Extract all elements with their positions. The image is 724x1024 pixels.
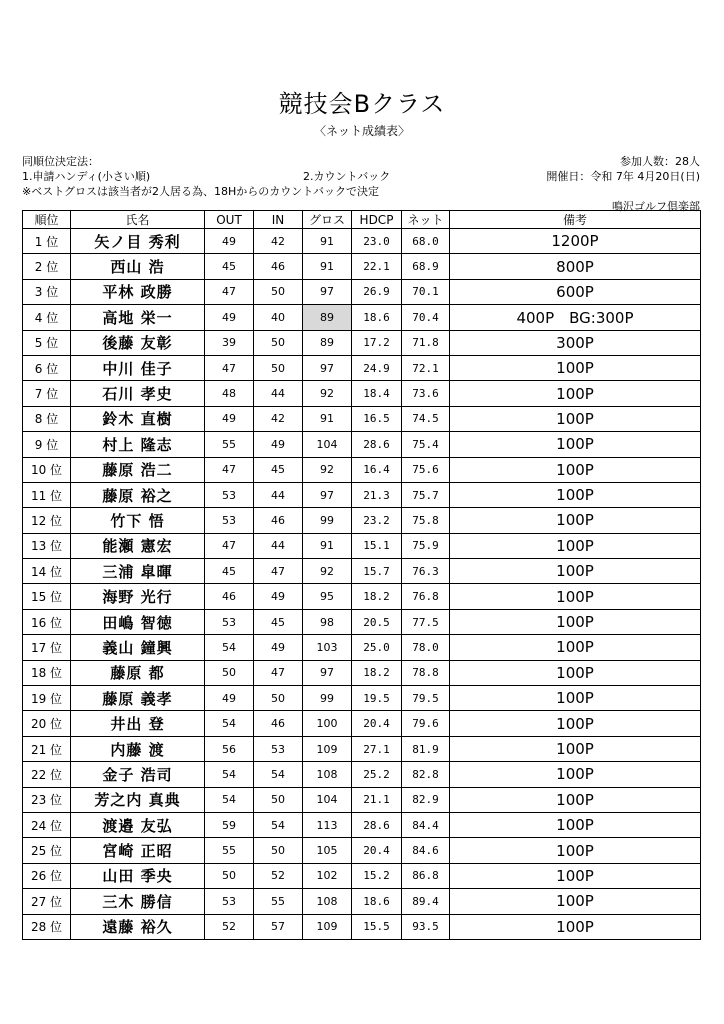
hdcp-cell: 23.0 [352, 229, 402, 254]
out-score-cell: 49 [205, 229, 254, 254]
player-name-cell: 遠藤 裕久 [71, 914, 205, 939]
table-row [23, 686, 701, 711]
net-score-cell: 72.1 [402, 355, 450, 380]
hdcp-cell: 21.3 [352, 482, 402, 507]
gross-score-cell: 108 [303, 889, 352, 914]
out-score-cell: 54 [205, 635, 254, 660]
net-score-cell: 89.4 [402, 889, 450, 914]
hdcp-cell: 26.9 [352, 279, 402, 304]
hdcp-cell: 22.1 [352, 254, 402, 279]
hdcp-cell: 18.6 [352, 889, 402, 914]
header-in: IN [254, 211, 303, 229]
gross-score-cell: 97 [303, 482, 352, 507]
out-score-cell: 53 [205, 609, 254, 634]
header-out: OUT [205, 211, 254, 229]
out-score-cell: 53 [205, 889, 254, 914]
remarks-cell: 100P [450, 355, 701, 380]
in-score-cell: 40 [254, 305, 303, 330]
out-score-cell: 49 [205, 686, 254, 711]
header-gross: グロス [303, 211, 352, 229]
table-row [23, 432, 701, 457]
net-score-cell: 68.0 [402, 229, 450, 254]
net-score-cell: 82.9 [402, 787, 450, 812]
remarks-cell: 800P [450, 254, 701, 279]
remarks-cell: 100P [450, 838, 701, 863]
net-score-cell: 84.4 [402, 812, 450, 837]
in-score-cell: 50 [254, 686, 303, 711]
player-name-cell: 能瀬 憲宏 [71, 533, 205, 558]
remarks-cell: 300P [450, 330, 701, 355]
gross-score-cell: 102 [303, 863, 352, 888]
table-row [23, 457, 701, 482]
rank-cell: 13 位 [23, 533, 71, 558]
player-name-cell: 三木 勝信 [71, 889, 205, 914]
rank-cell: 10 位 [23, 457, 71, 482]
net-score-cell: 75.6 [402, 457, 450, 482]
net-score-cell: 74.5 [402, 406, 450, 431]
page-title: 競技会Bクラス [278, 90, 446, 118]
remarks-cell: 100P [450, 686, 701, 711]
player-name-cell: 平林 政勝 [71, 279, 205, 304]
remarks-cell: 100P [450, 559, 701, 584]
remarks-cell: 600P [450, 279, 701, 304]
net-score-cell: 75.7 [402, 482, 450, 507]
table-row [23, 762, 701, 787]
remarks-cell: 100P [450, 406, 701, 431]
out-score-cell: 50 [205, 863, 254, 888]
rank-cell: 27 位 [23, 889, 71, 914]
in-score-cell: 47 [254, 559, 303, 584]
net-score-cell: 75.8 [402, 508, 450, 533]
out-score-cell: 54 [205, 762, 254, 787]
player-name-cell: 山田 季央 [71, 863, 205, 888]
player-name-cell: 鈴木 直樹 [71, 406, 205, 431]
remarks-cell: 100P [450, 457, 701, 482]
header-net: ネット [402, 211, 450, 229]
rank-cell: 11 位 [23, 482, 71, 507]
table-row [23, 787, 701, 812]
gross-score-cell: 104 [303, 787, 352, 812]
tiebreak-heading: 同順位決定法： [22, 155, 99, 168]
remarks-cell: 100P [450, 787, 701, 812]
gross-score-cell: 109 [303, 914, 352, 939]
in-score-cell: 47 [254, 660, 303, 685]
net-score-cell: 82.8 [402, 762, 450, 787]
out-score-cell: 45 [205, 559, 254, 584]
remarks-cell: 100P [450, 863, 701, 888]
hdcp-cell: 23.2 [352, 508, 402, 533]
gross-score-cell: 91 [303, 229, 352, 254]
out-score-cell: 52 [205, 914, 254, 939]
in-score-cell: 50 [254, 838, 303, 863]
net-score-cell: 86.8 [402, 863, 450, 888]
table-row [23, 482, 701, 507]
remarks-cell: 100P [450, 660, 701, 685]
gross-score-cell: 92 [303, 381, 352, 406]
table-row [23, 508, 701, 533]
table-row [23, 229, 701, 254]
gross-score-cell: 97 [303, 355, 352, 380]
player-name-cell: 村上 隆志 [71, 432, 205, 457]
hdcp-cell: 18.6 [352, 305, 402, 330]
out-score-cell: 59 [205, 812, 254, 837]
rank-cell: 19 位 [23, 686, 71, 711]
rank-cell: 24 位 [23, 812, 71, 837]
table-row [23, 406, 701, 431]
gross-score-cell: 91 [303, 254, 352, 279]
player-name-cell: 西山 浩 [71, 254, 205, 279]
player-name-cell: 三浦 皐暉 [71, 559, 205, 584]
in-score-cell: 46 [254, 711, 303, 736]
table-row [23, 381, 701, 406]
remarks-cell: 100P [450, 381, 701, 406]
gross-score-cell: 89 [303, 330, 352, 355]
hdcp-cell: 15.7 [352, 559, 402, 584]
out-score-cell: 47 [205, 355, 254, 380]
in-score-cell: 53 [254, 736, 303, 761]
hdcp-cell: 25.0 [352, 635, 402, 660]
net-score-cell: 93.5 [402, 914, 450, 939]
player-name-cell: 中川 佳子 [71, 355, 205, 380]
hdcp-cell: 21.1 [352, 787, 402, 812]
table-row [23, 660, 701, 685]
gross-score-cell: 92 [303, 559, 352, 584]
out-score-cell: 56 [205, 736, 254, 761]
rank-cell: 16 位 [23, 609, 71, 634]
out-score-cell: 45 [205, 254, 254, 279]
table-row [23, 279, 701, 304]
player-name-cell: 藤原 浩二 [71, 457, 205, 482]
hdcp-cell: 17.2 [352, 330, 402, 355]
table-row [23, 812, 701, 837]
table-row [23, 330, 701, 355]
header-hdcp: HDCP [352, 211, 402, 229]
rank-cell: 8 位 [23, 406, 71, 431]
table-header-row [23, 211, 701, 229]
remarks-cell: 100P [450, 432, 701, 457]
results-table [22, 210, 701, 940]
net-score-cell: 70.1 [402, 279, 450, 304]
remarks-cell: 100P [450, 711, 701, 736]
header-remarks: 備考 [450, 211, 701, 229]
table-row [23, 736, 701, 761]
out-score-cell: 50 [205, 660, 254, 685]
remarks-cell: 100P [450, 609, 701, 634]
player-name-cell: 矢ノ目 秀利 [71, 229, 205, 254]
in-score-cell: 46 [254, 508, 303, 533]
gross-score-cell: 89 [303, 305, 352, 330]
out-score-cell: 54 [205, 711, 254, 736]
rank-cell: 21 位 [23, 736, 71, 761]
page-subtitle: 〈ネット成績表〉 [313, 124, 410, 138]
player-name-cell: 金子 浩司 [71, 762, 205, 787]
event-date: 開催日：令和 7年 4月20日(日) [546, 170, 700, 183]
player-name-cell: 高地 栄一 [71, 305, 205, 330]
in-score-cell: 45 [254, 609, 303, 634]
remarks-cell: 100P [450, 635, 701, 660]
table-row [23, 305, 701, 330]
out-score-cell: 49 [205, 305, 254, 330]
net-score-cell: 75.4 [402, 432, 450, 457]
net-score-cell: 84.6 [402, 838, 450, 863]
rank-cell: 4 位 [23, 305, 71, 330]
rank-cell: 12 位 [23, 508, 71, 533]
table-row [23, 838, 701, 863]
net-score-cell: 79.5 [402, 686, 450, 711]
remarks-cell: 400P BG:300P [450, 305, 701, 330]
out-score-cell: 49 [205, 406, 254, 431]
net-score-cell: 75.9 [402, 533, 450, 558]
out-score-cell: 46 [205, 584, 254, 609]
gross-score-cell: 113 [303, 812, 352, 837]
out-score-cell: 47 [205, 533, 254, 558]
rank-cell: 9 位 [23, 432, 71, 457]
in-score-cell: 52 [254, 863, 303, 888]
remarks-cell: 100P [450, 533, 701, 558]
in-score-cell: 54 [254, 812, 303, 837]
rank-cell: 3 位 [23, 279, 71, 304]
rank-cell: 6 位 [23, 355, 71, 380]
out-score-cell: 55 [205, 838, 254, 863]
hdcp-cell: 18.2 [352, 660, 402, 685]
remarks-cell: 100P [450, 812, 701, 837]
remarks-cell: 1200P [450, 229, 701, 254]
hdcp-cell: 15.5 [352, 914, 402, 939]
rank-cell: 7 位 [23, 381, 71, 406]
hdcp-cell: 20.4 [352, 838, 402, 863]
rank-cell: 14 位 [23, 559, 71, 584]
net-score-cell: 81.9 [402, 736, 450, 761]
rank-cell: 2 位 [23, 254, 71, 279]
rank-cell: 18 位 [23, 660, 71, 685]
in-score-cell: 45 [254, 457, 303, 482]
remarks-cell: 100P [450, 914, 701, 939]
player-name-cell: 藤原 裕之 [71, 482, 205, 507]
gross-score-cell: 108 [303, 762, 352, 787]
in-score-cell: 42 [254, 229, 303, 254]
gross-score-cell: 91 [303, 533, 352, 558]
net-score-cell: 70.4 [402, 305, 450, 330]
table-row [23, 889, 701, 914]
out-score-cell: 53 [205, 508, 254, 533]
in-score-cell: 55 [254, 889, 303, 914]
player-name-cell: 義山 鐘興 [71, 635, 205, 660]
player-name-cell: 井出 登 [71, 711, 205, 736]
header-name: 氏名 [71, 211, 205, 229]
player-name-cell: 藤原 都 [71, 660, 205, 685]
in-score-cell: 44 [254, 533, 303, 558]
gross-score-cell: 95 [303, 584, 352, 609]
player-name-cell: 宮崎 正昭 [71, 838, 205, 863]
out-score-cell: 54 [205, 787, 254, 812]
table-row [23, 635, 701, 660]
remarks-cell: 100P [450, 584, 701, 609]
table-row [23, 609, 701, 634]
out-score-cell: 47 [205, 279, 254, 304]
net-score-cell: 78.0 [402, 635, 450, 660]
net-score-cell: 77.5 [402, 609, 450, 634]
player-name-cell: 田嶋 智徳 [71, 609, 205, 634]
hdcp-cell: 18.2 [352, 584, 402, 609]
hdcp-cell: 27.1 [352, 736, 402, 761]
gross-score-cell: 104 [303, 432, 352, 457]
net-score-cell: 71.8 [402, 330, 450, 355]
out-score-cell: 48 [205, 381, 254, 406]
table-row [23, 355, 701, 380]
remarks-cell: 100P [450, 508, 701, 533]
rank-cell: 23 位 [23, 787, 71, 812]
table-row [23, 914, 701, 939]
hdcp-cell: 28.6 [352, 812, 402, 837]
rank-cell: 26 位 [23, 863, 71, 888]
in-score-cell: 50 [254, 330, 303, 355]
in-score-cell: 54 [254, 762, 303, 787]
gross-score-cell: 100 [303, 711, 352, 736]
gross-score-cell: 99 [303, 686, 352, 711]
in-score-cell: 42 [254, 406, 303, 431]
remarks-cell: 100P [450, 736, 701, 761]
player-name-cell: 藤原 義孝 [71, 686, 205, 711]
header-rank: 順位 [23, 211, 71, 229]
gross-score-cell: 105 [303, 838, 352, 863]
tiebreak-rule-2: 2.カウントバック [303, 170, 391, 183]
out-score-cell: 39 [205, 330, 254, 355]
gross-score-cell: 103 [303, 635, 352, 660]
tiebreak-rule-1: 1.申請ハンディ(小さい順) [22, 170, 151, 183]
hdcp-cell: 25.2 [352, 762, 402, 787]
hdcp-cell: 15.2 [352, 863, 402, 888]
in-score-cell: 44 [254, 381, 303, 406]
rank-cell: 20 位 [23, 711, 71, 736]
out-score-cell: 47 [205, 457, 254, 482]
player-name-cell: 海野 光行 [71, 584, 205, 609]
remarks-cell: 100P [450, 762, 701, 787]
hdcp-cell: 28.6 [352, 432, 402, 457]
rank-cell: 25 位 [23, 838, 71, 863]
gross-score-cell: 98 [303, 609, 352, 634]
hdcp-cell: 15.1 [352, 533, 402, 558]
net-score-cell: 73.6 [402, 381, 450, 406]
player-name-cell: 芳之内 真典 [71, 787, 205, 812]
in-score-cell: 49 [254, 584, 303, 609]
hdcp-cell: 20.5 [352, 609, 402, 634]
hdcp-cell: 24.9 [352, 355, 402, 380]
participants-count: 参加人数：28人 [620, 155, 700, 168]
in-score-cell: 46 [254, 254, 303, 279]
net-score-cell: 79.6 [402, 711, 450, 736]
out-score-cell: 55 [205, 432, 254, 457]
player-name-cell: 石川 孝史 [71, 381, 205, 406]
hdcp-cell: 16.4 [352, 457, 402, 482]
gross-score-cell: 97 [303, 279, 352, 304]
table-row [23, 533, 701, 558]
net-score-cell: 78.8 [402, 660, 450, 685]
in-score-cell: 49 [254, 432, 303, 457]
rank-cell: 15 位 [23, 584, 71, 609]
rank-cell: 22 位 [23, 762, 71, 787]
rank-cell: 5 位 [23, 330, 71, 355]
gross-score-cell: 92 [303, 457, 352, 482]
gross-score-cell: 97 [303, 660, 352, 685]
in-score-cell: 44 [254, 482, 303, 507]
net-score-cell: 76.8 [402, 584, 450, 609]
table-row [23, 584, 701, 609]
player-name-cell: 後藤 友彰 [71, 330, 205, 355]
remarks-cell: 100P [450, 889, 701, 914]
gross-score-cell: 91 [303, 406, 352, 431]
best-gross-note: ※ベストグロスは該当者が2人居る為、18Hからのカウントバックで決定 [22, 185, 380, 198]
rank-cell: 28 位 [23, 914, 71, 939]
table-row [23, 863, 701, 888]
in-score-cell: 49 [254, 635, 303, 660]
rank-cell: 17 位 [23, 635, 71, 660]
hdcp-cell: 18.4 [352, 381, 402, 406]
in-score-cell: 50 [254, 787, 303, 812]
player-name-cell: 渡邉 友弘 [71, 812, 205, 837]
net-score-cell: 68.9 [402, 254, 450, 279]
net-score-cell: 76.3 [402, 559, 450, 584]
in-score-cell: 57 [254, 914, 303, 939]
in-score-cell: 50 [254, 279, 303, 304]
hdcp-cell: 19.5 [352, 686, 402, 711]
in-score-cell: 50 [254, 355, 303, 380]
gross-score-cell: 99 [303, 508, 352, 533]
out-score-cell: 53 [205, 482, 254, 507]
table-row [23, 711, 701, 736]
player-name-cell: 竹下 悟 [71, 508, 205, 533]
club-name: 鳴沢ゴルフ倶楽部 [612, 200, 700, 213]
hdcp-cell: 16.5 [352, 406, 402, 431]
table-row [23, 254, 701, 279]
table-row [23, 559, 701, 584]
rank-cell: 1 位 [23, 229, 71, 254]
player-name-cell: 内藤 渡 [71, 736, 205, 761]
gross-score-cell: 109 [303, 736, 352, 761]
hdcp-cell: 20.4 [352, 711, 402, 736]
remarks-cell: 100P [450, 482, 701, 507]
